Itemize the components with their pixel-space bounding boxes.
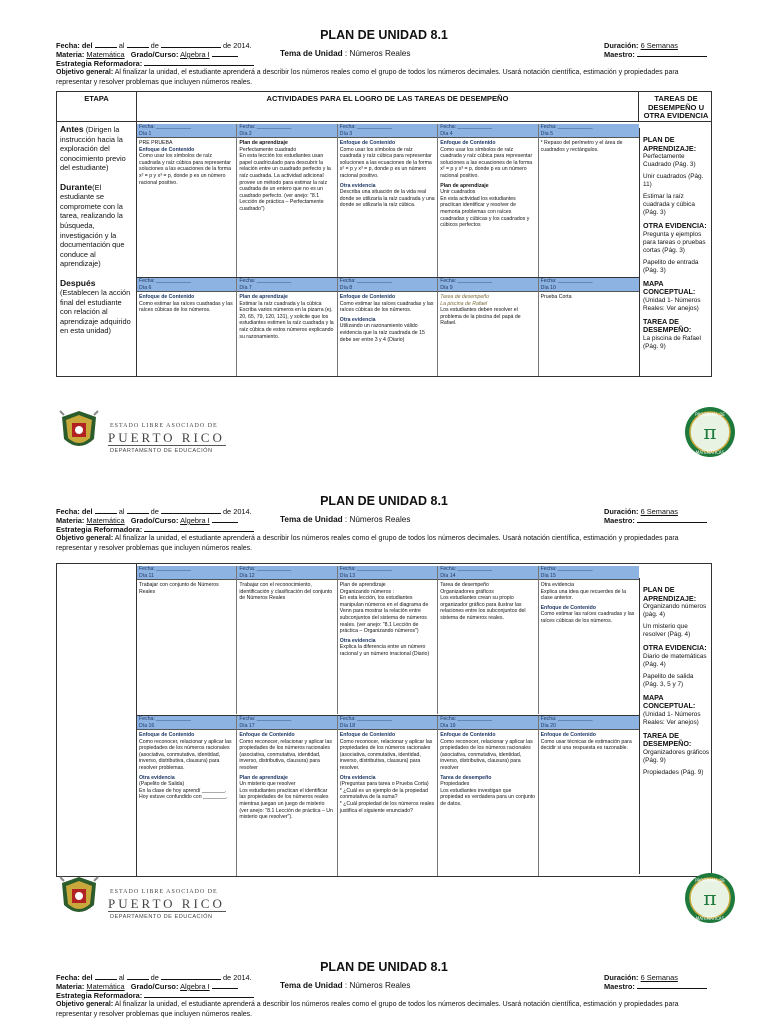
fecha-line: Fecha: del al de de 2014. bbox=[56, 41, 252, 50]
tarea-item: Papelito de entrada (Pág. 3) bbox=[643, 258, 699, 274]
day-content-line: Los estudiantes crean su propio organizador gráfico para ilustrar las relaciones entre los subconjuntos del sistema de números reales. bbox=[440, 595, 526, 621]
day-content-line: En esta actividad los estudiantes practican identificar y resolver de memoria problemas con raíces cuadradas y cúbicas y los cuadrados y cúbicos perfectos bbox=[440, 195, 530, 229]
day-content-line: Explica la diferencia entre un número racional y un número irracional (Diario) bbox=[339, 644, 430, 657]
tarea-section-title: MAPA CONCEPTUAL: bbox=[643, 278, 696, 296]
day-content-line: PRE PRUEBA bbox=[139, 140, 173, 146]
day-label: Día 12 bbox=[239, 572, 255, 579]
day-label: Día 7 bbox=[239, 284, 252, 291]
tarea-item: Propiedades (Pág. 9) bbox=[643, 768, 704, 776]
fecha-field: Fecha: ____________ bbox=[239, 278, 292, 284]
day-content-line: (Papelito de Salida) bbox=[139, 781, 185, 788]
logo-line-2: PUERTO RICO bbox=[108, 430, 225, 445]
badge-bottom-text-2: MATEMÁTICAS bbox=[695, 916, 725, 921]
day-content-line: Enfoque de Contenido bbox=[540, 604, 596, 611]
day-content-line: (Preguntas para tarea o Prueba Corta) bbox=[339, 781, 429, 788]
svg-text:π: π bbox=[703, 886, 717, 910]
day-content-line: Como usar los símbolos de raíz cuadrada y raíz cúbica para representar soluciones a las ecuaciones de la forma x² = p y x³ = p, donde p es un número racional positivo. bbox=[440, 146, 533, 179]
tema-line-2: Tema de Unidad : Números Reales bbox=[280, 515, 411, 524]
day-content-line: Como usar los símbolos de raíz cuadrada y raíz cúbica para representar soluciones a las ecuaciones de la forma x² = p y x³ = p, donde p es un número racional positivo. bbox=[339, 146, 432, 179]
tarea-item: Organizando números (pág. 4) bbox=[643, 603, 707, 618]
day-content-line: Organizadores gráficos bbox=[440, 588, 494, 595]
duracion-line-3: Duración: 6 Semanas bbox=[604, 973, 678, 982]
day-label: Día 20 bbox=[540, 722, 556, 729]
fecha-line-3: Fecha: del al de de 2014. bbox=[56, 973, 252, 982]
tarea-section-title: OTRA EVIDENCIA: bbox=[643, 221, 707, 230]
day-content-line: Estimar la raíz cuadrada y la cúbica bbox=[239, 300, 322, 307]
fecha-field: Fecha: ____________ bbox=[540, 566, 593, 572]
fecha-field: Fecha: ____________ bbox=[139, 566, 191, 572]
tarea-section-title: OTRA EVIDENCIA: bbox=[643, 643, 707, 652]
logo-line-1: ESTADO LIBRE ASOCIADO DE bbox=[110, 423, 218, 429]
tarea-item: Organizadores gráficos (Pág. 9) bbox=[643, 748, 710, 764]
tarea-item: Un misterio que resolver (Pág. 4) bbox=[643, 623, 691, 638]
objetivo-general-2: Objetivo general: Al finalizar la unidad, el estudiante aprenderá a describir los números reales como el grupo de todos los números decimales. Usará notación científica, estimación y propiedades para representar y resolver problemas que incluyen números reales. bbox=[56, 535, 679, 552]
objetivo-general: Objetivo general: Al finalizar la unidad, el estudiante aprenderá a describir los números reales como el grupo de todos los números decimales. Usará notación científica, estimación y propiedades para representar y resolver problemas que incluyen números reales. bbox=[56, 69, 679, 86]
materia-line-3: Materia: Matemática Grado/Curso: Algebra I bbox=[56, 982, 238, 991]
day-content-line: Como usar los símbolos de raíz cuadrada y raíz cúbica para representar soluciones a las ecuaciones de la forma x² = p y x³ = p, donde p es un número racional positivo. bbox=[139, 153, 231, 186]
etapa-header: ETAPA bbox=[57, 92, 137, 122]
materia-line: Materia: Matemática Grado/Curso: Algebra I bbox=[56, 50, 238, 59]
day-content-line: La piscina de Rafael bbox=[440, 300, 488, 307]
maestro-line-2: Maestro: bbox=[604, 516, 707, 525]
fecha-field: Fecha: ____________ bbox=[440, 278, 493, 284]
day-content-line: Tarea de desempeño bbox=[440, 294, 490, 300]
tarea-item: Papelito de salida (Pág. 3, 5 y 7) bbox=[643, 672, 694, 688]
day-content-line: Como estimar las raíces cuadradas y las raíces cúbicas de los números. bbox=[339, 300, 434, 314]
fecha-line-2: Fecha: del al de de 2014. bbox=[56, 507, 252, 516]
fecha-field: Fecha: ____________ bbox=[339, 278, 392, 284]
day-content-line: Plan de aprendizaje bbox=[339, 582, 386, 588]
tarea-section-title: TAREA DE DESEMPEÑO: bbox=[643, 316, 692, 334]
fecha-field: Fecha: ____________ bbox=[339, 566, 392, 572]
fecha-field: Fecha: ____________ bbox=[440, 716, 493, 722]
day-content-line: Enfoque de Contenido bbox=[339, 140, 396, 146]
svg-text:π: π bbox=[703, 420, 717, 444]
tarea-section-title: TAREA DE DESEMPEÑO: bbox=[643, 730, 692, 748]
logo-line-2-2: PUERTO RICO bbox=[108, 896, 225, 911]
tareas-header: TAREAS DE DESEMPEÑO U OTRA EVIDENCIA bbox=[643, 94, 709, 120]
fecha-field: Fecha: ____________ bbox=[239, 566, 292, 572]
day-content-line: Plan de aprendizaje bbox=[239, 140, 288, 146]
day-content-line: Enfoque de Contenido bbox=[540, 732, 596, 738]
logo-line-1-2: ESTADO LIBRE ASOCIADO DE bbox=[110, 889, 218, 895]
estrategia-line-2: Estrategia Reformadora: bbox=[56, 525, 254, 534]
day-label: Día 9 bbox=[440, 284, 453, 291]
day-content-line: Los estudiantes deben resolver el problema de la piscina del papá de Rafael. bbox=[440, 307, 521, 327]
etapa-column: Antes (Dirigen la instrucción hacia la exploración del conocimiento previo del estudiante) Durante(El estudiante se compromete con la tarea, realizando la búsqueda, investigación y la documentación que conduce al aprendizaje) Después (Establecen la acción final del estudiante con relación al aprendizaje adquirido en esta unidad) bbox=[57, 122, 137, 376]
day-content-line: Los estudiantes practican el identificar las propiedades de los números reales mientras juegan un juego de misterio (ver anejo: "8.1 Lección de práctica – Un misterio que resolver"). bbox=[239, 787, 333, 821]
day-label: Día 10 bbox=[540, 284, 556, 291]
day-content-line: Un misterio que resolver bbox=[239, 781, 296, 788]
day-content-line: Otra evidencia bbox=[339, 637, 376, 644]
maestro-line: Maestro: bbox=[604, 50, 707, 59]
day-content-line: Otra evidencia bbox=[540, 582, 575, 588]
day-content-line: * ¿Cuál propiedad de los números reales justifica el siguiente enunciado? bbox=[339, 800, 435, 814]
day-content-line: Describa una situación de la vida real donde se utilizaría la raíz cuadrada y una donde se utilizaría la raíz cúbica. bbox=[339, 189, 435, 209]
day-content-line: Como estimar las raíces cuadradas y las raíces cúbicas de los números. bbox=[139, 300, 233, 314]
day-label: Día 11 bbox=[139, 572, 154, 579]
day-label: Día 16 bbox=[139, 722, 155, 729]
fecha-field: Fecha: ____________ bbox=[139, 716, 191, 722]
day-content-line: Enfoque de Contenido bbox=[139, 294, 195, 300]
fecha-field: Fecha: ____________ bbox=[440, 566, 493, 572]
tarea-section-title: PLAN DE APRENDIZAJE: bbox=[643, 135, 697, 153]
day-label: Día 15 bbox=[540, 572, 556, 579]
maestro-line-3: Maestro: bbox=[604, 982, 707, 991]
tarea-item: La piscina de Rafael (Pág. 9) bbox=[643, 334, 701, 350]
day-content-line: Tarea de desempeño bbox=[440, 582, 489, 588]
day-label: Día 1 bbox=[139, 130, 152, 137]
day-label: Día 6 bbox=[139, 284, 152, 291]
tarea-item: Diario de matemáticas (Pág. 4) bbox=[643, 652, 707, 668]
logo-line-3: DEPARTAMENTO DE EDUCACIÓN bbox=[110, 448, 213, 454]
plan-title: PLAN DE UNIDAD 8.1 bbox=[320, 28, 448, 42]
tarea-section-title: PLAN DE APRENDIZAJE: bbox=[643, 585, 697, 603]
actividades-header: ACTIVIDADES PARA EL LOGRO DE LAS TAREAS DE DESEMPEÑO bbox=[137, 92, 639, 122]
day-content-line: Enfoque de Contenido bbox=[239, 732, 295, 738]
day-label: Día 13 bbox=[339, 572, 356, 579]
day-content-line: Como reconocer, relacionar y aplicar las propiedades de los números racionales (asociativa, conmutativa, identidad, inverso, distributiva, clausura) para resolver bbox=[239, 738, 332, 771]
day-content-line: Propiedades bbox=[440, 781, 470, 788]
day-label: Día 17 bbox=[239, 722, 255, 729]
plan-title-2: PLAN DE UNIDAD 8.1 bbox=[320, 494, 448, 508]
day-content-line: Plan de aprendizaje bbox=[440, 182, 489, 189]
day-content-line: Los estudiantes investigan que propiedad es verdadera para un conjunto de datos. bbox=[440, 787, 536, 807]
tarea-item: (Unidad 1- Números Reales: Ver anejos) bbox=[643, 296, 701, 312]
materia-line-2: Materia: Matemática Grado/Curso: Algebra I bbox=[56, 516, 238, 525]
day-label: Día 3 bbox=[339, 130, 353, 137]
estrategia-line: Estrategia Reformadora: bbox=[56, 59, 254, 68]
fecha-field: Fecha: ____________ bbox=[440, 124, 493, 130]
day-content-line: Plan de aprendizaje bbox=[239, 774, 288, 781]
fecha-field: Fecha: ____________ bbox=[339, 124, 392, 130]
day-content-line: Utilizando un razonamiento válido evidencia que la raíz cuadrada de 15 debe ser entre 3 y 4 (Diario) bbox=[339, 323, 425, 343]
day-content-line: Otra evidencia bbox=[339, 774, 376, 781]
day-content-line: Otra evidencia bbox=[139, 774, 175, 781]
badge-bottom-text: MATEMÁTICAS bbox=[695, 450, 725, 455]
day-content-line: Enfoque de Contenido bbox=[339, 732, 396, 738]
plan-title-3: PLAN DE UNIDAD 8.1 bbox=[320, 960, 448, 974]
duracion-line-2: Duración: 6 Semanas bbox=[604, 507, 678, 516]
fecha-field: Fecha: ____________ bbox=[239, 716, 292, 722]
day-label: Día 8 bbox=[339, 284, 353, 291]
day-content-line: Perfectamente cuadrado bbox=[239, 146, 297, 153]
day-content-line: Explica una idea que recuerdes de la clase anterior. bbox=[540, 588, 626, 602]
day-content-line: En la clase de hoy aprendí ________. bbox=[139, 787, 227, 794]
day-label: Día 4 bbox=[440, 130, 453, 137]
day-content-line: En esta lección, los estudiantes manipulan números en el diagrama de Venn para mostrar la relación entre subconjuntos del sistema de números reales. (ver anejo: "8.1 Lección de práctica – Organizando números") bbox=[339, 595, 429, 635]
day-content-line: Escriba varios números en la pizarra (ej. 20, 65, 79, 120, 131), y solicite que los estudiantes estimen la raíz cuadrada y la raíz cúbica de estos números explicando su razonamiento. bbox=[239, 307, 334, 340]
day-content-line: Unir cuadrados bbox=[440, 189, 476, 196]
day-label: Día 14 bbox=[440, 572, 456, 579]
day-label: Día 18 bbox=[339, 722, 356, 729]
day-content-line: Como reconocer, relacionar y aplicar las propiedades de los números racionales (asociativa, conmutativa, identidad, inverso, distributiva, clausura) para resolver. bbox=[339, 738, 433, 771]
tema-line: Tema de Unidad : Números Reales bbox=[280, 49, 411, 58]
tarea-item: Unir cuadrados (Pág. 11) bbox=[643, 173, 704, 188]
day-content-line: * ¿Cuál es un ejemplo de la propiedad conmutativa de la suma? bbox=[339, 787, 429, 801]
fecha-field: Fecha: ____________ bbox=[339, 716, 392, 722]
day-content-line: Enfoque de Contenido bbox=[139, 732, 195, 738]
fecha-field: Fecha: ____________ bbox=[540, 278, 593, 284]
day-content-line: Enfoque de Contenido bbox=[440, 140, 496, 146]
fecha-field: Fecha: ____________ bbox=[540, 716, 593, 722]
tema-line-3: Tema de Unidad : Números Reales bbox=[280, 981, 411, 990]
day-content-line: Como estimar las raíces cuadradas y las raíces cúbicas de los números. bbox=[540, 611, 635, 624]
day-content-line: Enfoque de Contenido bbox=[139, 146, 195, 153]
day-content-line: Tarea de desempeño bbox=[440, 774, 492, 781]
day-label: Día 2 bbox=[239, 130, 252, 137]
day-content-line: Plan de aprendizaje bbox=[239, 294, 288, 300]
day-content-line: Organizando números : bbox=[339, 588, 395, 595]
fecha-field: Fecha: ____________ bbox=[239, 124, 292, 130]
logo-line-3-2: DEPARTAMENTO DE EDUCACIÓN bbox=[110, 914, 213, 920]
badge-top-text: PROGRAMA DE bbox=[695, 412, 725, 417]
tarea-item: Perfectamente Cuadrado (Pág. 3) bbox=[643, 153, 696, 168]
fecha-field: Fecha: ____________ bbox=[139, 124, 191, 130]
day-content-line: Otra evidencia bbox=[339, 316, 376, 323]
day-content-line: Como usar técnicas de estimación para decidir si una respuesta es razonable. bbox=[540, 738, 632, 752]
tarea-item: Pregunta y ejemplos para tareas o pruebas cortas (Pág. 3) bbox=[643, 230, 706, 254]
tarea-section-title: MAPA CONCEPTUAL: bbox=[643, 692, 696, 710]
day-label: Día 19 bbox=[440, 722, 456, 729]
day-content-line: Trabajar con conjunto de Números Reales bbox=[139, 582, 219, 595]
duracion-line: Duración: 6 Semanas bbox=[604, 41, 678, 50]
day-content-line: Enfoque de Contenido bbox=[440, 732, 496, 738]
day-content-line: Otra evidencia bbox=[339, 182, 376, 189]
badge-top-text-2: PROGRAMA DE bbox=[695, 878, 725, 883]
day-content-line: Como reconocer, relacionar y aplicar las propiedades de los números racionales (asociativa, conmutativa, identidad, inverso, distributiva, clausura) para resolver problemas. bbox=[139, 738, 232, 771]
day-content-line: Trabajar con el reconocimiento, identificación y clasificación del conjunto de Números Reales bbox=[239, 582, 333, 602]
day-label: Día 5 bbox=[540, 130, 553, 137]
day-content-line: Como reconocer, relacionar y aplicar las propiedades de los números racionales (asociativa, conmutativa, identidad, inverso, distributiva, clausura) para resolver bbox=[440, 738, 533, 771]
tarea-item: Estimar la raíz cuadrada y cúbica (Pág. 3) bbox=[643, 193, 695, 216]
tarea-item: (Unidad 1- Números Reales: Ver anejos) bbox=[643, 710, 701, 726]
day-content-line: * Repaso del perímetro y el área de cuadrados y rectángulos. bbox=[540, 140, 623, 153]
day-content-line: Enfoque de Contenido bbox=[339, 294, 396, 300]
estrategia-line-3: Estrategia Reformadora: bbox=[56, 991, 254, 1000]
day-content-line: Hoy estuve confundido con ________. bbox=[139, 794, 228, 801]
fecha-field: Fecha: ____________ bbox=[540, 124, 593, 130]
day-content-line: Prueba Corta bbox=[540, 294, 572, 300]
objetivo-general-3: Objetivo general: Al finalizar la unidad, el estudiante aprenderá a describir los números reales como el grupo de todos los números decimales. Usará notación científica, estimación y propiedades para representar y resolver problemas que incluyen números reales. bbox=[56, 1001, 679, 1018]
fecha-field: Fecha: ____________ bbox=[139, 278, 191, 284]
day-content-line: En esta lección los estudiantes usan papel cuadriculado para descubrir la relación entre un cuadrado perfecto y la raíz cuadrada. La actividad adicional provee un método para estimar la raíz cuadrada de un entero que no es un cuadrado perfecto. (ver anejo: "8.1 Lección de práctica – Perfectamente cuadrado") bbox=[239, 153, 331, 212]
